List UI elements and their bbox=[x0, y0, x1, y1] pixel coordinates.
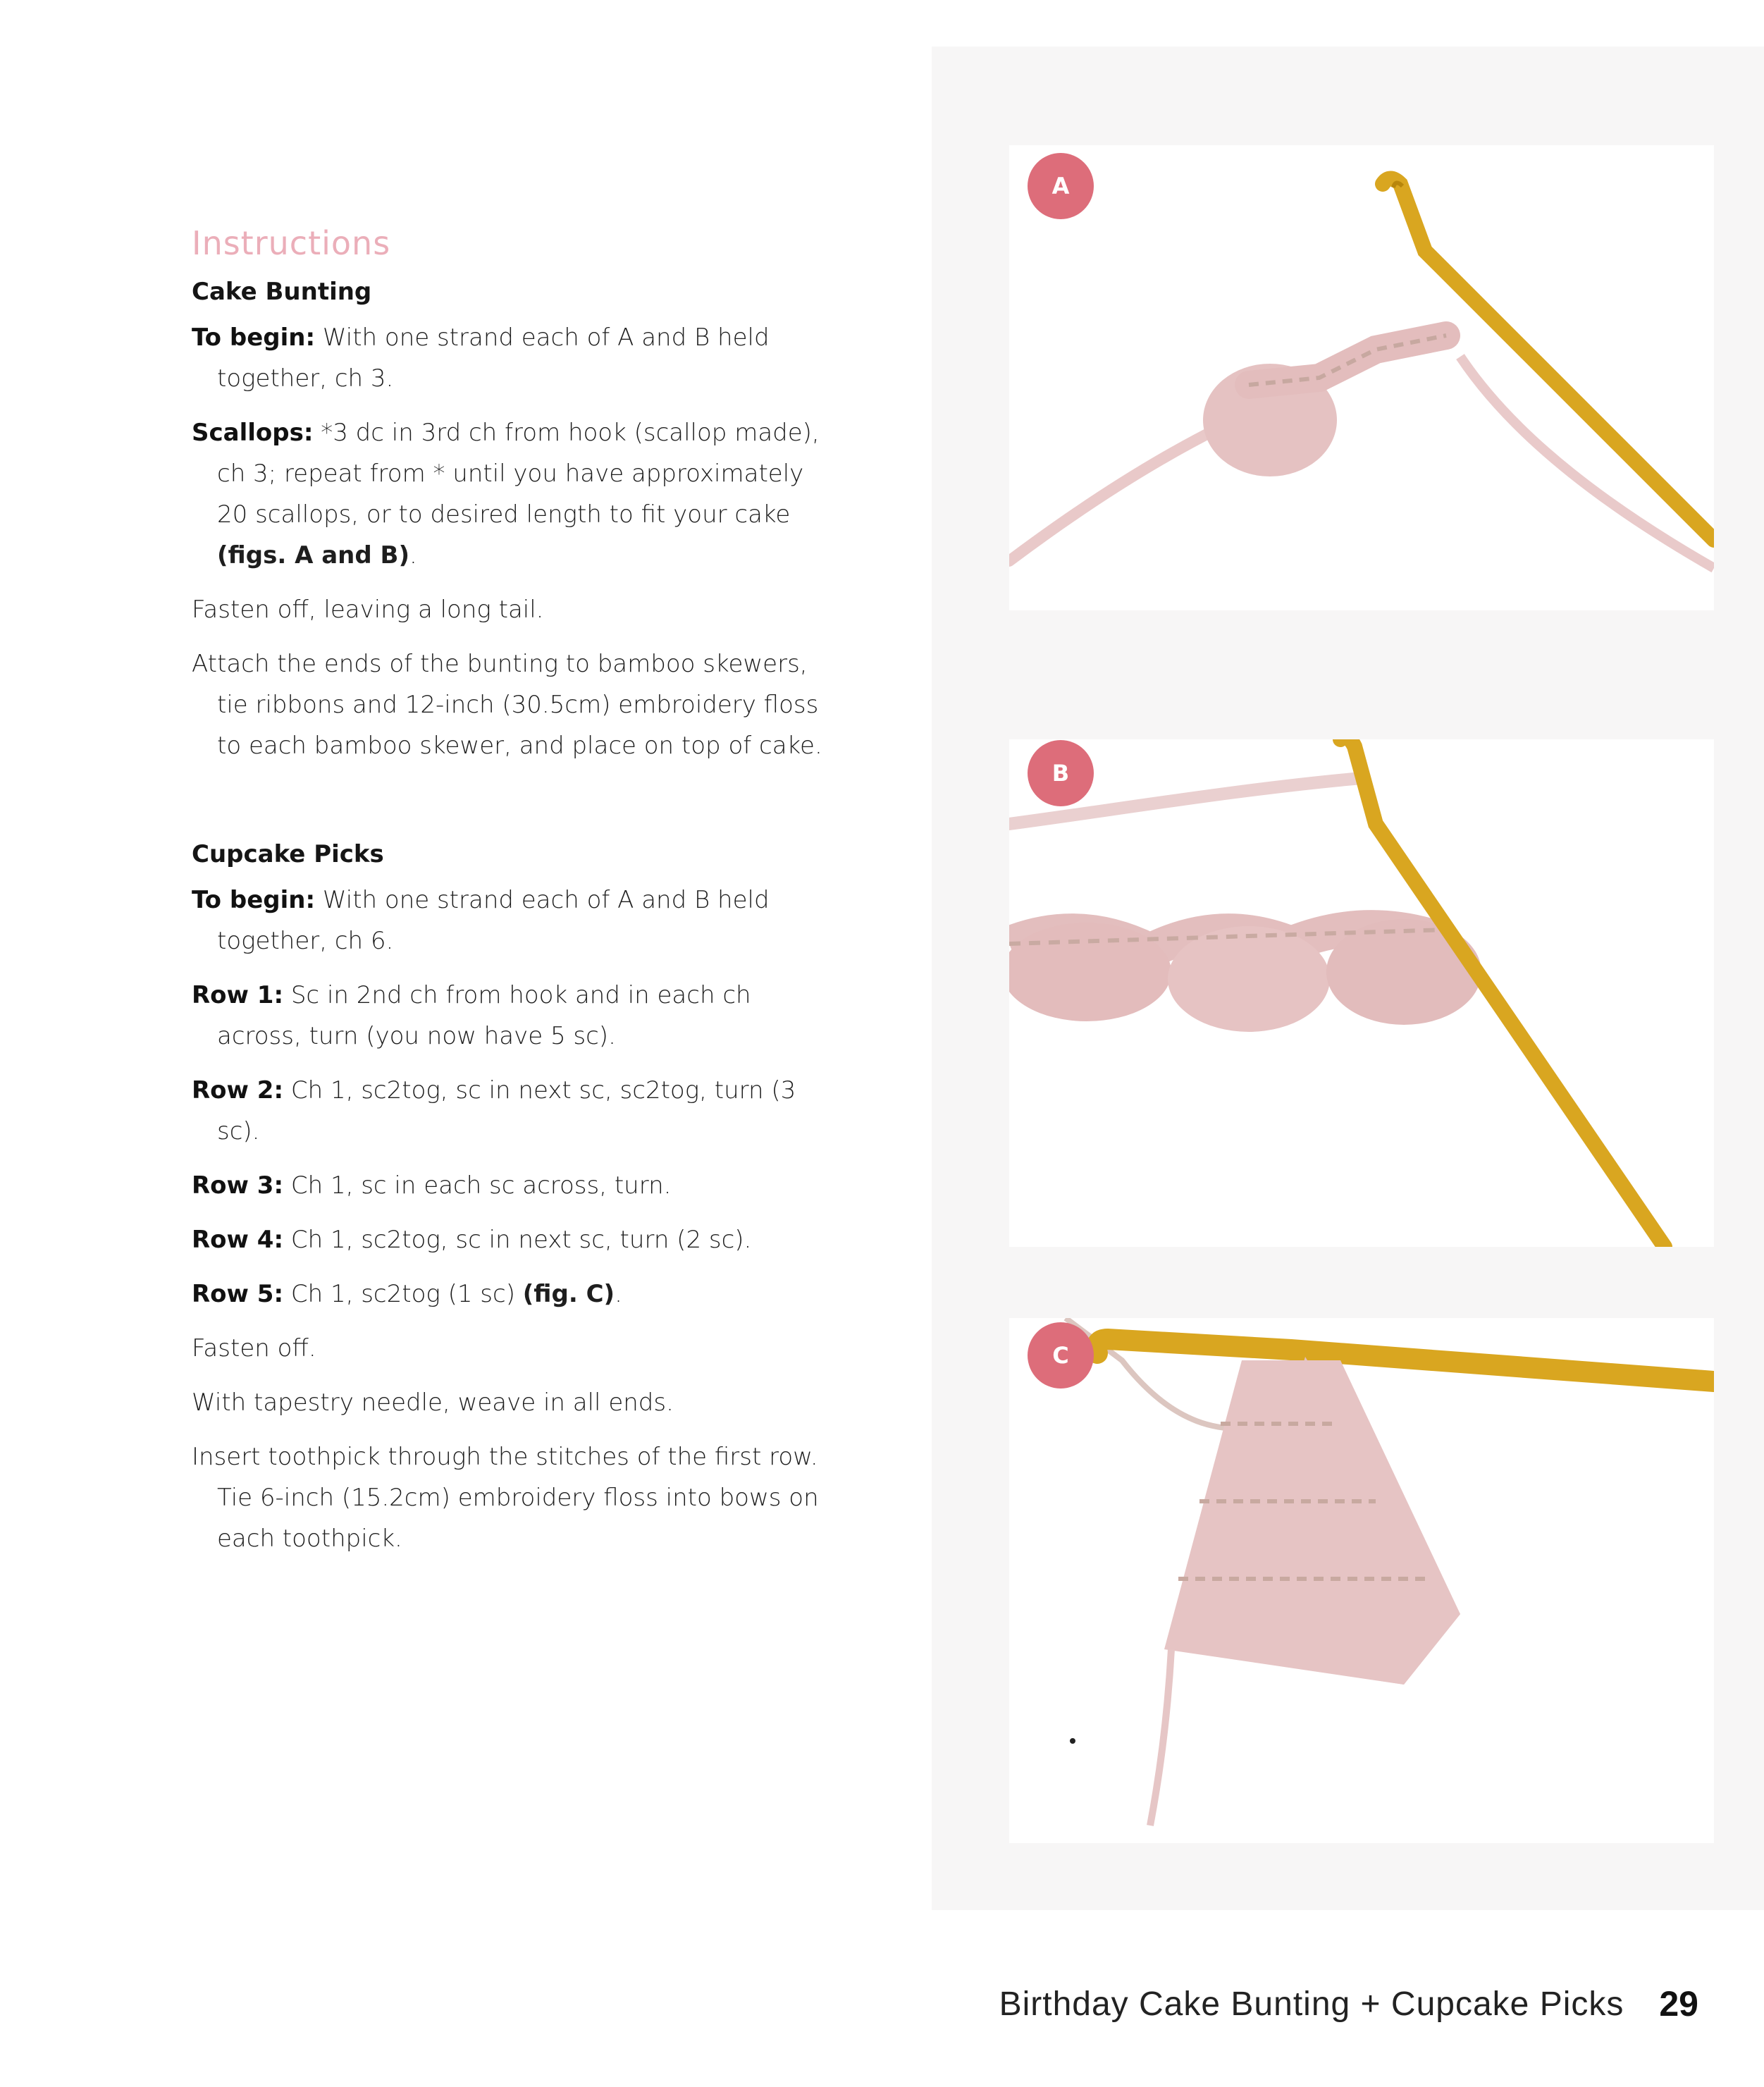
cupcake-picks-step bbox=[192, 1274, 826, 1315]
figure-reference: (figs. A and B) bbox=[217, 541, 409, 570]
step-text: *3 dc in 3rd ch from hook (scallop made), ch 3; repeat from * until you have approximately 20 scallops, or to desired length to fit your cake bbox=[217, 419, 820, 529]
crochet-triangle-illustration bbox=[1009, 1318, 1714, 1843]
figure-b-photo bbox=[1009, 739, 1714, 1247]
figure-a-photo bbox=[1009, 145, 1714, 610]
cupcake-picks-step bbox=[192, 1070, 826, 1152]
section-title: Instructions bbox=[192, 224, 391, 262]
step-label: Row 4: bbox=[192, 1226, 284, 1254]
punctuation: . bbox=[409, 541, 417, 570]
cupcake-picks-step bbox=[192, 975, 826, 1057]
figure-c-badge: C bbox=[1028, 1322, 1094, 1389]
photo-panel bbox=[932, 47, 1764, 1910]
step-label: Row 3: bbox=[192, 1171, 284, 1200]
page-number: 29 bbox=[1659, 1984, 1698, 2024]
step-text: With one strand each of A and B held together, ch 3. bbox=[217, 324, 770, 393]
step-label: To begin: bbox=[192, 886, 316, 914]
step-text: Fasten off, leaving a long tail. bbox=[192, 596, 544, 624]
crochet-scallops-row-illustration bbox=[1009, 739, 1714, 1247]
instructions-column bbox=[192, 224, 826, 1572]
step-text: With tapestry needle, weave in all ends. bbox=[192, 1389, 674, 1417]
cupcake-picks-step bbox=[192, 1328, 826, 1369]
step-text: Insert toothpick through the stitches of the first row. Tie 6-inch (15.2cm) embroidery floss into bows on each toothpick. bbox=[192, 1443, 819, 1553]
page-footer bbox=[958, 1979, 1698, 2028]
cake-bunting-step bbox=[192, 589, 826, 630]
figure-reference: (fig. C) bbox=[522, 1280, 615, 1308]
step-label: To begin: bbox=[192, 324, 316, 352]
cake-bunting-step bbox=[192, 644, 826, 766]
cupcake-picks-step bbox=[192, 1382, 826, 1423]
cake-bunting-step bbox=[192, 317, 826, 399]
figure-c-photo bbox=[1009, 1318, 1714, 1843]
step-text: Sc in 2nd ch from hook and in each ch across, turn (you now have 5 sc). bbox=[217, 981, 751, 1050]
cake-bunting-heading: Cake Bunting bbox=[192, 278, 372, 306]
cupcake-picks-step bbox=[192, 1165, 826, 1206]
step-label: Row 2: bbox=[192, 1076, 284, 1104]
punctuation: . bbox=[615, 1280, 622, 1308]
step-text: Ch 1, sc2tog, sc in next sc, turn (2 sc). bbox=[283, 1226, 752, 1254]
cake-bunting-step bbox=[192, 412, 826, 576]
step-text: With one strand each of A and B held together, ch 6. bbox=[217, 886, 770, 955]
step-text: Ch 1, sc2tog (1 sc) bbox=[283, 1280, 523, 1308]
step-label: Row 1: bbox=[192, 981, 284, 1009]
section-gap bbox=[192, 780, 826, 840]
figure-a-badge: A bbox=[1028, 153, 1094, 219]
step-text: Ch 1, sc2tog, sc in next sc, sc2tog, turn (3 sc). bbox=[217, 1076, 796, 1145]
step-label: Scallops: bbox=[192, 419, 314, 447]
cupcake-picks-step bbox=[192, 1219, 826, 1260]
cupcake-picks-step bbox=[192, 880, 826, 961]
crochet-scallop-illustration bbox=[1009, 145, 1714, 610]
cupcake-picks-heading: Cupcake Picks bbox=[192, 840, 384, 868]
running-title: Birthday Cake Bunting + Cupcake Picks bbox=[999, 1985, 1624, 2023]
step-text: Attach the ends of the bunting to bamboo skewers, tie ribbons and 12-inch (30.5cm) embroidery floss to each bamboo skewer, and place on top of cake. bbox=[192, 650, 822, 760]
step-text: Fasten off. bbox=[192, 1334, 316, 1362]
step-text: Ch 1, sc in each sc across, turn. bbox=[283, 1171, 672, 1200]
step-label: Row 5: bbox=[192, 1280, 284, 1308]
cupcake-picks-step bbox=[192, 1436, 826, 1559]
figure-b-badge: B bbox=[1028, 740, 1094, 806]
